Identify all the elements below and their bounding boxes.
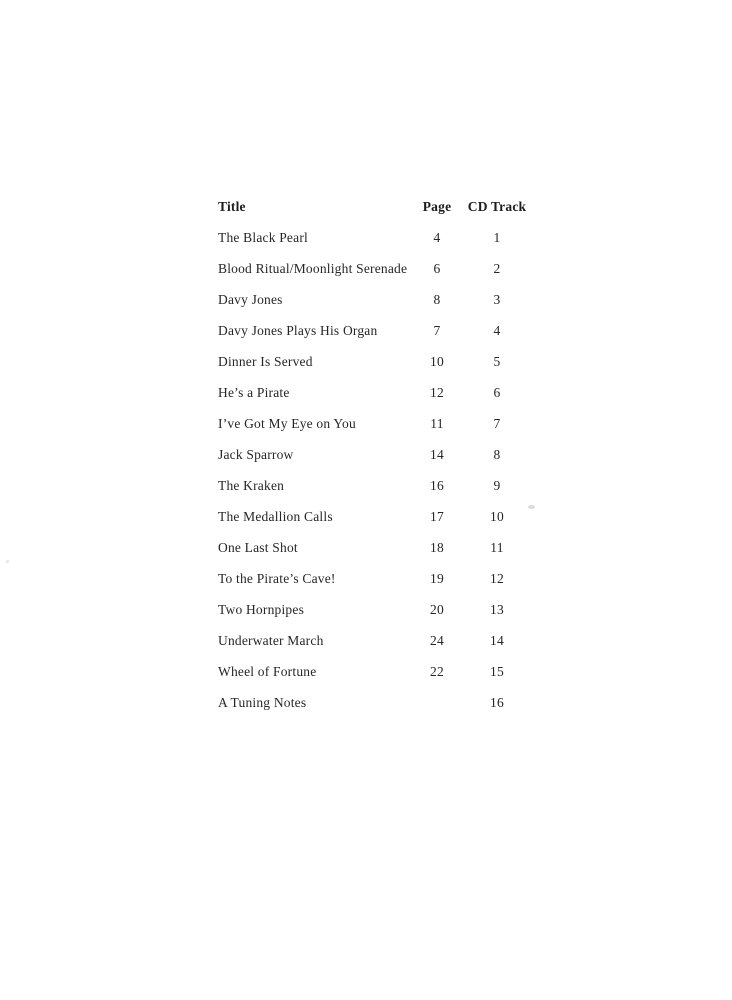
song-title: Two Hornpipes (218, 601, 305, 617)
toc-row (218, 625, 538, 656)
cd-track-number: 14 (490, 632, 504, 648)
column-header-title: Title (218, 198, 246, 214)
page-number: 22 (430, 663, 444, 679)
page-number: 18 (430, 539, 444, 555)
toc-row (218, 253, 538, 284)
song-title: Wheel of Fortune (218, 663, 317, 679)
toc-row (218, 563, 538, 594)
page-number: 7 (433, 322, 441, 338)
song-title: Blood Ritual/Moonlight Serenade (218, 260, 408, 276)
page-number: 8 (433, 291, 441, 307)
song-title: The Kraken (218, 477, 285, 493)
song-title: To the Pirate’s Cave! (218, 570, 336, 586)
cd-track-number: 1 (493, 229, 501, 245)
scan-artifact (6, 560, 9, 563)
page-number: 12 (430, 384, 444, 400)
song-title: The Medallion Calls (218, 508, 333, 524)
toc-header-row (218, 191, 538, 222)
song-title: Davy Jones Plays His Organ (218, 322, 378, 338)
page-number: 24 (430, 632, 444, 648)
cd-track-number: 5 (493, 353, 501, 369)
page-number: 10 (430, 353, 444, 369)
song-title: Dinner Is Served (218, 353, 313, 369)
toc-row (218, 687, 538, 718)
scan-artifact (528, 505, 535, 509)
song-title: He’s a Pirate (218, 384, 290, 400)
toc-row (218, 532, 538, 563)
toc-row (218, 346, 538, 377)
cd-track-number: 16 (490, 694, 504, 710)
song-title: A Tuning Notes (218, 694, 307, 710)
toc-row (218, 408, 538, 439)
song-title: One Last Shot (218, 539, 298, 555)
cd-track-number: 10 (490, 508, 504, 524)
page-number: 16 (430, 477, 444, 493)
page-number: 20 (430, 601, 444, 617)
page-number: 4 (433, 229, 441, 245)
cd-track-number: 6 (493, 384, 501, 400)
toc-row (218, 284, 538, 315)
song-title: Underwater March (218, 632, 324, 648)
toc-row (218, 501, 538, 532)
cd-track-number: 3 (493, 291, 501, 307)
toc-row (218, 222, 538, 253)
column-header-page: Page (422, 198, 452, 214)
toc-table (218, 191, 538, 718)
cd-track-number: 12 (490, 570, 504, 586)
page-number: 14 (430, 446, 444, 462)
column-header-cd-track: CD Track (467, 198, 527, 214)
song-title: Jack Sparrow (218, 446, 294, 462)
toc-row (218, 439, 538, 470)
toc-row (218, 377, 538, 408)
cd-track-number: 4 (493, 322, 501, 338)
cd-track-number: 7 (493, 415, 501, 431)
cd-track-number: 9 (493, 477, 501, 493)
toc-row (218, 656, 538, 687)
cd-track-number: 8 (493, 446, 501, 462)
page-number: 17 (430, 508, 444, 524)
toc-row (218, 470, 538, 501)
song-title: I’ve Got My Eye on You (218, 415, 356, 431)
cd-track-number: 11 (490, 539, 504, 555)
toc-row (218, 315, 538, 346)
page-number: 6 (433, 260, 441, 276)
cd-track-number: 2 (493, 260, 501, 276)
page-number: 19 (430, 570, 444, 586)
toc-row (218, 594, 538, 625)
cd-track-number: 13 (490, 601, 504, 617)
page-number: 11 (430, 415, 444, 431)
song-title: The Black Pearl (218, 229, 308, 245)
cd-track-number: 15 (490, 663, 504, 679)
song-title: Davy Jones (218, 291, 283, 307)
